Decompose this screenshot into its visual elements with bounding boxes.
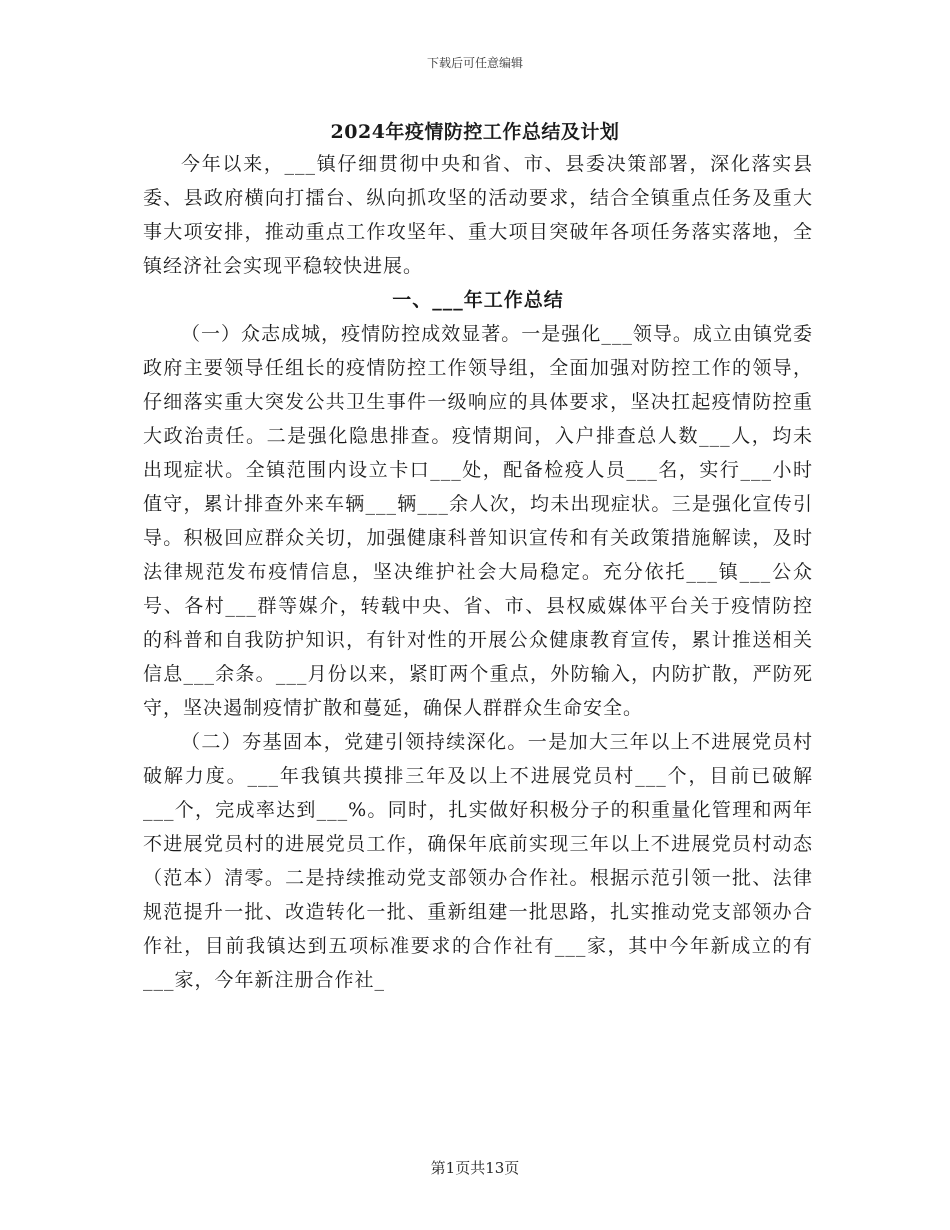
header-note: 下载后可任意编辑 bbox=[426, 56, 523, 70]
body-paragraph-2: （二）夯基固本，党建引领持续深化。一是加大三年以上不进展党员村破解力度。___年我镇共摸排三年及以上不进展党员村___个，目前已破解___个，完成率达到___%。同时，扎实做好积极分子的积重量化管理和两年不进展党员村的进展党员工作，确保年底前实现三年以上不进展党员村动态（范本）清零。二是持续推动党支部领办合作社。根据示范引领一批、法律规范提升一批、改造转化一批、重新组建一批思路，扎实推动党支部领办合作社，目前我镇达到五项标准要求的合作社有___家，其中今年新成立的有___家，今年新注册合作社_ bbox=[143, 731, 813, 991]
document-title: 2024年疫情防控工作总结及计划 bbox=[330, 121, 620, 143]
intro-paragraph: 今年以来，___镇仔细贯彻中央和省、市、县委决策部署，深化落实县委、县政府横向打擂台、纵向抓攻坚的活动要求，结合全镇重点任务及重大事大项安排，推动重点工作攻坚年、重大项目突破年各项任务落实落地，全镇经济社会实现平稳较快进展。 bbox=[143, 153, 813, 277]
page-number: 第1页共13页 bbox=[430, 1159, 520, 1177]
document-body bbox=[143, 147, 813, 997]
section-heading: 一、___年工作总结 bbox=[392, 289, 564, 311]
body-paragraph-1: （一）众志成城，疫情防控成效显著。一是强化___领导。成立由镇党委政府主要领导任组长的疫情防控工作领导组，全面加强对防控工作的领导，仔细落实重大突发公共卫生事件一级响应的具体要求，坚决扛起疫情防控重大政治责任。二是强化隐患排查。疫情期间，入户排查总人数___人，均未出现症状。全镇范围内设立卡口___处，配备检疫人员___名，实行___小时值守，累计排查外来车辆___辆___余人次，均未出现症状。三是强化宣传引导。积极回应群众关切，加强健康科普知识宣传和有关政策措施解读，及时法律规范发布疫情信息，坚决维护社会大局稳定。充分依托___镇___公众号、各村___群等媒介，转载中央、省、市、县权威媒体平台关于疫情防控的科普和自我防护知识，有针对性的开展公众健康教育宣传，累计推送相关信息___余条。___月份以来，紧盯两个重点，外防输入，内防扩散，严防死守，坚决遏制疫情扩散和蔓延，确保人群群众生命安全。 bbox=[143, 323, 813, 719]
